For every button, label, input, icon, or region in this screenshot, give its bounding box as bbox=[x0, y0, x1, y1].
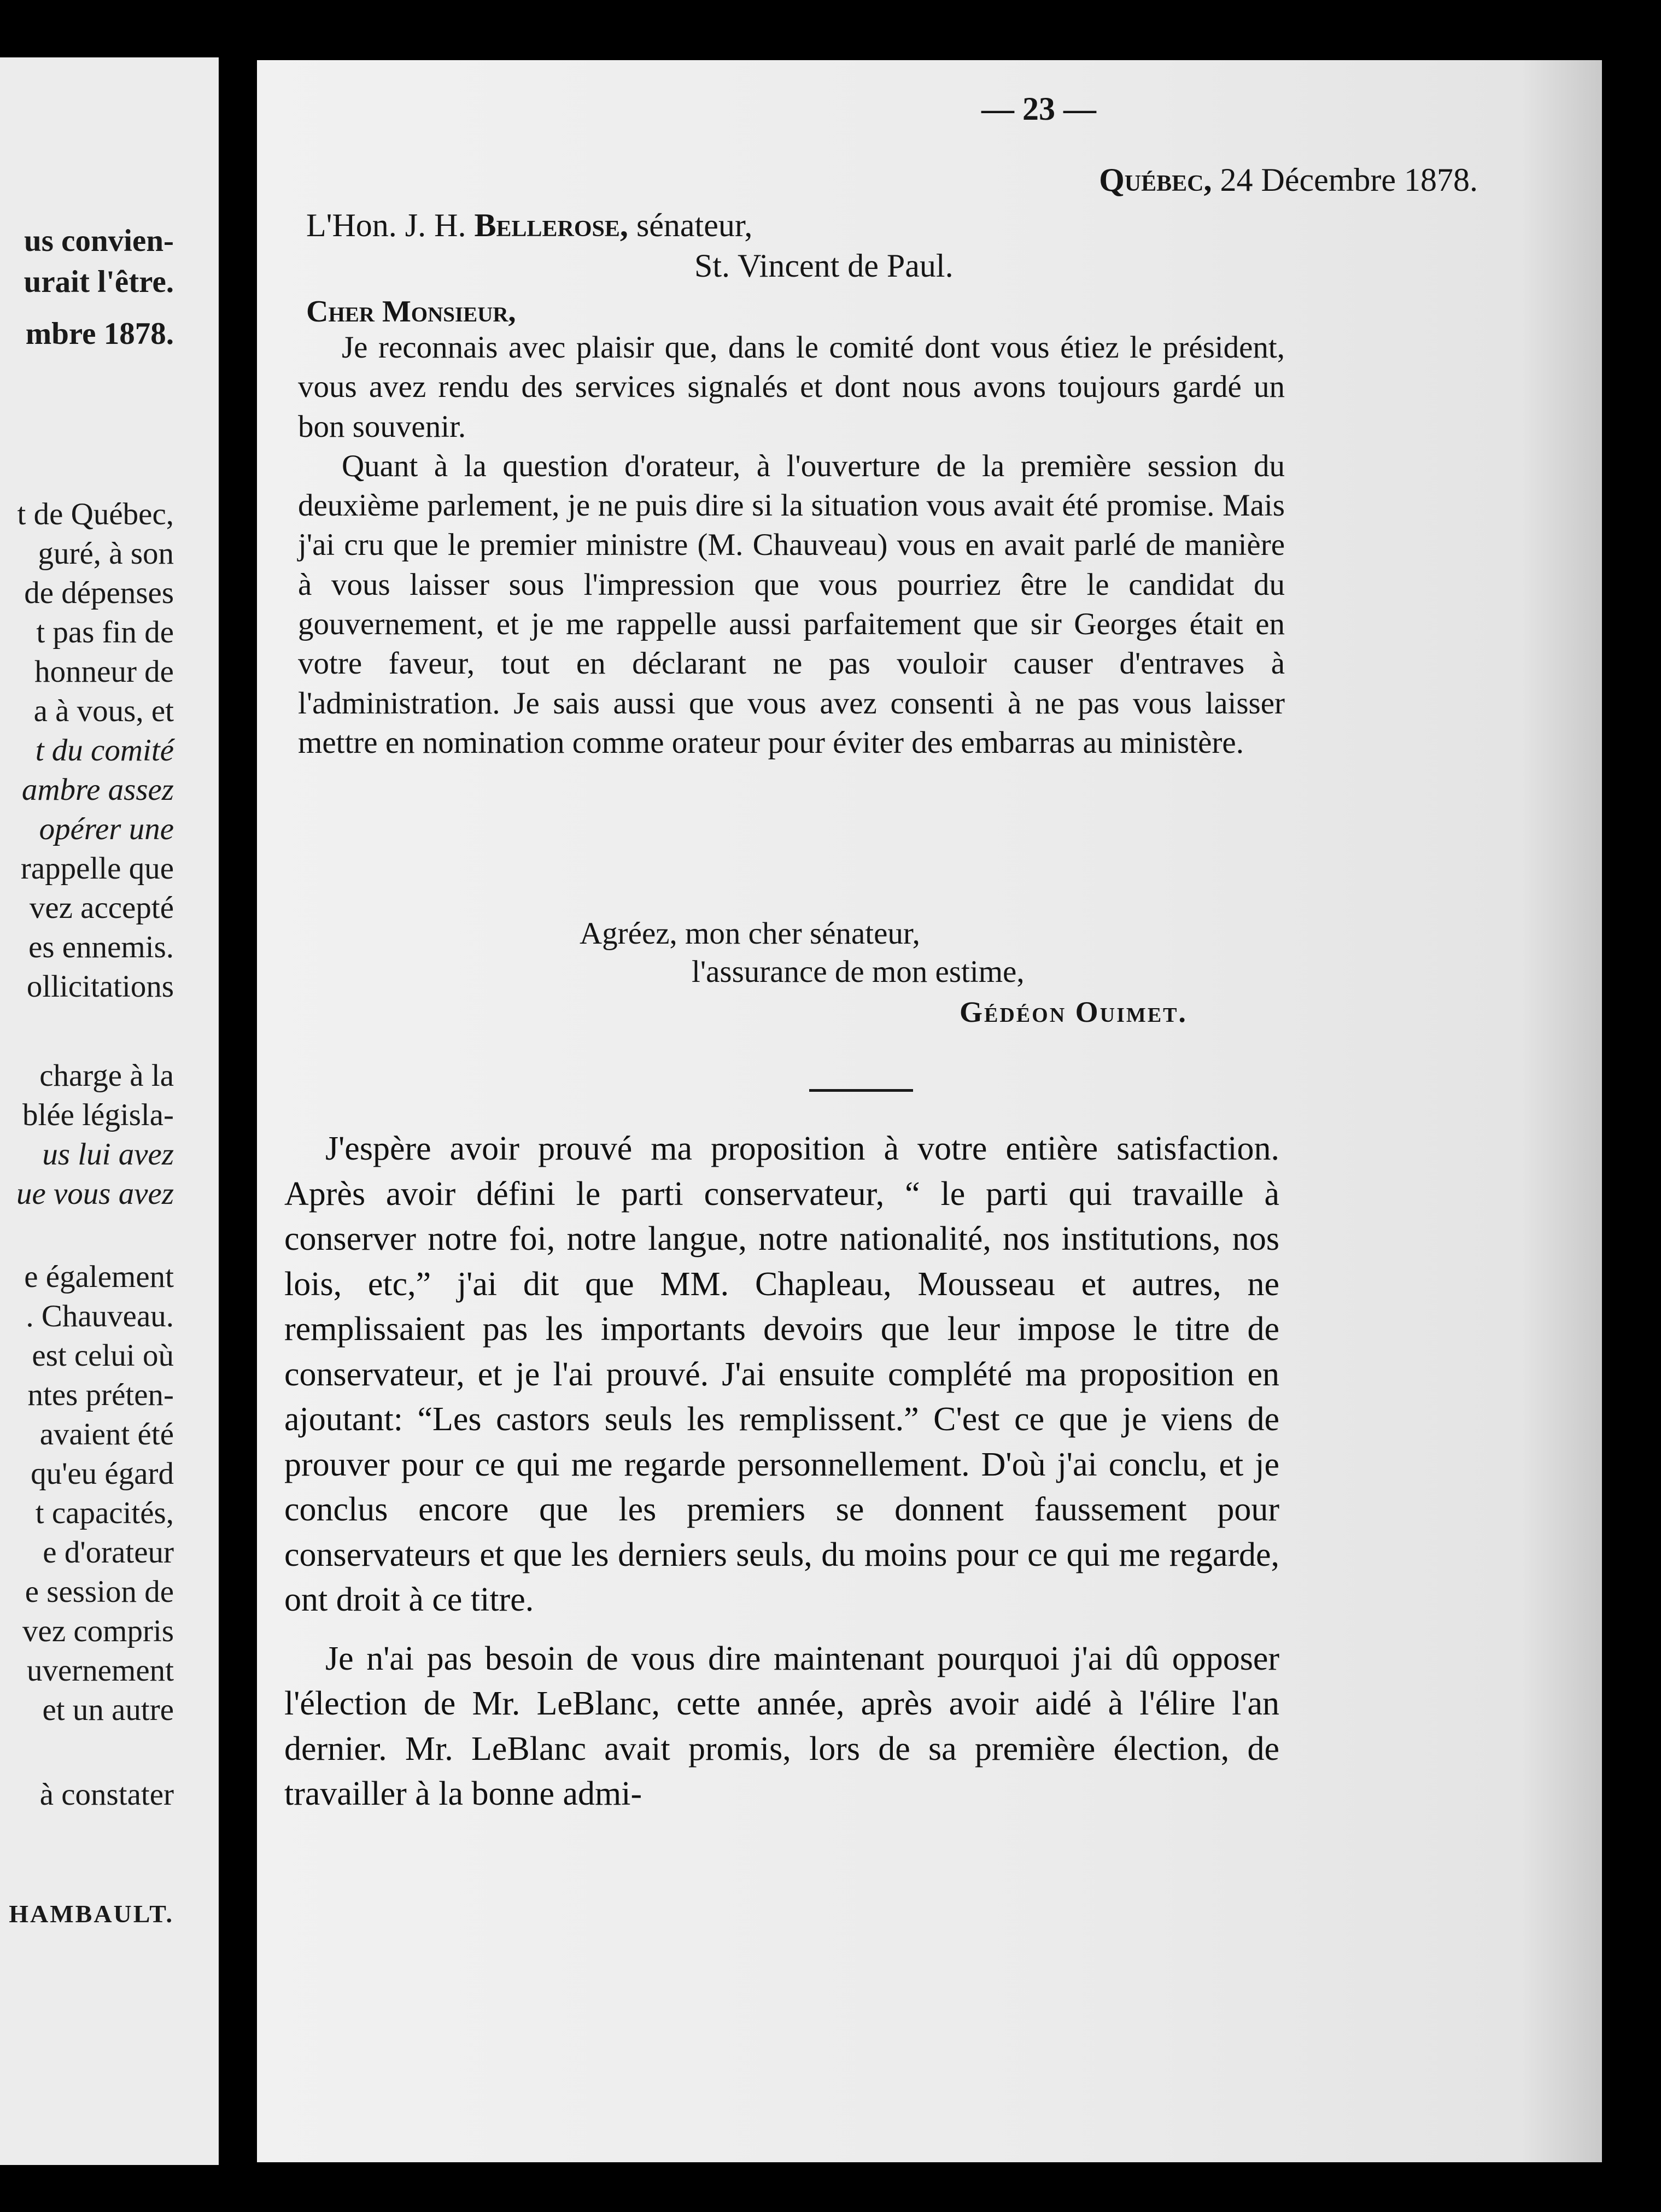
facing-line: es ennemis. bbox=[28, 930, 174, 964]
document-page bbox=[257, 60, 1602, 2162]
facing-line: . Chauveau. bbox=[26, 1299, 174, 1333]
facing-line: blée législa- bbox=[22, 1098, 174, 1132]
facing-line: de dépenses bbox=[24, 576, 174, 610]
letter-paragraph: Quant à la question d'orateur, à l'ouverture de la première session du deuxième parlement, je ne puis dire si la situation vous avait été promise. Mais j'ai cru que le premier ministre (M. Chauveau) vous en avait parlé de manière à vous laisser sous l'impression que vous pourriez être le candidat du gouvernement, et je me rappelle aussi parfaitement que sir Georges était en votre faveur, tout en déclarant ne pas vouloir causer d'entraves à l'administration. Je sais aussi que vous avez consenti à ne pas vous laisser mettre en nomination comme orateur pour éviter des embarras au ministère. bbox=[298, 448, 1285, 760]
addressee-name: Bellerose, bbox=[474, 207, 628, 243]
facing-page bbox=[0, 57, 219, 2165]
letter-salutation: Cher Monsieur, bbox=[306, 295, 516, 329]
letter-place: Québec, bbox=[1099, 162, 1212, 198]
letter-closing: Agréez, mon cher sénateur, bbox=[580, 916, 920, 951]
facing-line: charge à la bbox=[39, 1058, 174, 1093]
letter-dateline bbox=[1099, 161, 1478, 199]
addressee-role: sénateur, bbox=[636, 207, 753, 243]
facing-line: rappelle que bbox=[20, 851, 174, 886]
body-text bbox=[284, 1126, 1279, 1830]
facing-line: a à vous, et bbox=[33, 694, 174, 728]
facing-line: urait l'être. bbox=[24, 265, 174, 299]
facing-line: ntes préten- bbox=[27, 1378, 174, 1412]
section-divider bbox=[809, 1089, 913, 1092]
facing-line: et un autre bbox=[42, 1693, 174, 1727]
facing-line: e également bbox=[24, 1260, 174, 1294]
facing-line: e d'orateur bbox=[43, 1535, 174, 1570]
facing-line: us lui avez bbox=[42, 1137, 174, 1172]
facing-line: ambre assez bbox=[21, 773, 174, 807]
film-border-right bbox=[1602, 57, 1661, 2165]
page-number: — 23 — bbox=[981, 91, 1096, 127]
letter-paragraph: Je reconnais avec plaisir que, dans le comité dont vous étiez le président, vous avez rendu des services signalés et dont nous avons toujours gardé un bon souvenir. bbox=[298, 330, 1285, 444]
facing-line: ue vous avez bbox=[16, 1177, 174, 1211]
film-gutter bbox=[219, 57, 257, 2165]
facing-line: est celui où bbox=[32, 1338, 174, 1373]
facing-line: e session de bbox=[25, 1575, 174, 1609]
letter-signature: Gédéon Ouimet. bbox=[960, 996, 1188, 1028]
facing-line: guré, à son bbox=[38, 536, 174, 571]
facing-line: à constater bbox=[39, 1777, 174, 1812]
facing-line: us convien- bbox=[24, 224, 174, 258]
facing-line: uvernement bbox=[26, 1653, 174, 1688]
facing-line: t capacités, bbox=[35, 1496, 174, 1530]
facing-signature: HAMBAULT. bbox=[9, 1900, 174, 1928]
facing-line: vez accepté bbox=[29, 891, 174, 925]
facing-line: mbre 1878. bbox=[25, 317, 174, 351]
film-border-top bbox=[0, 0, 1661, 57]
body-paragraph: J'espère avoir prouvé ma proposition à votre entière satisfaction. Après avoir défini le parti conservateur, “ le parti qui travaille à conserver notre foi, notre langue, notre nationalité, nos institutions, nos lois, etc,” j'ai dit que MM. Chapleau, Mousseau et autres, ne remplissaient pas les importants devoirs que leur impose le titre de conservateur, et je l'ai prouvé. J'ai ensuite complété ma proposition en ajoutant: “Les castors seuls les remplissent.” C'est ce que je viens de prouver pour ce qui me regarde personnellement. D'où j'ai conclu, et je conclus encore que les premiers se donnent faussement pour conservateurs et que les derniers seuls, du moins pour ce qui me regarde, ont droit à ce titre. bbox=[284, 1130, 1279, 1618]
film-border-bottom bbox=[0, 2165, 1661, 2212]
facing-line: opérer une bbox=[39, 812, 174, 846]
facing-line: ollicitations bbox=[26, 969, 174, 1004]
letter-closing: l'assurance de mon estime, bbox=[692, 955, 1025, 989]
letter-addressee bbox=[306, 207, 752, 244]
facing-line: t du comité bbox=[35, 733, 174, 768]
letter-body bbox=[298, 328, 1285, 763]
facing-line: t pas fin de bbox=[36, 615, 174, 649]
addressee-place: St. Vincent de Paul. bbox=[694, 248, 954, 284]
letter-date: 24 Décembre 1878. bbox=[1220, 162, 1478, 198]
facing-line: vez compris bbox=[22, 1614, 174, 1648]
facing-line: qu'eu égard bbox=[31, 1456, 174, 1491]
facing-line: avaient été bbox=[39, 1417, 174, 1452]
facing-line: t de Québec, bbox=[17, 497, 174, 531]
facing-line: honneur de bbox=[34, 654, 174, 689]
body-paragraph: Je n'ai pas besoin de vous dire maintenant pourquoi j'ai dû opposer l'élection de Mr. LeBlanc, cette année, après avoir aidé à l'élire l'an dernier. Mr. LeBlanc avait promis, lors de sa première élection, de travailler à la bonne admi- bbox=[284, 1640, 1279, 1812]
addressee-title: L'Hon. J. H. bbox=[306, 207, 466, 243]
